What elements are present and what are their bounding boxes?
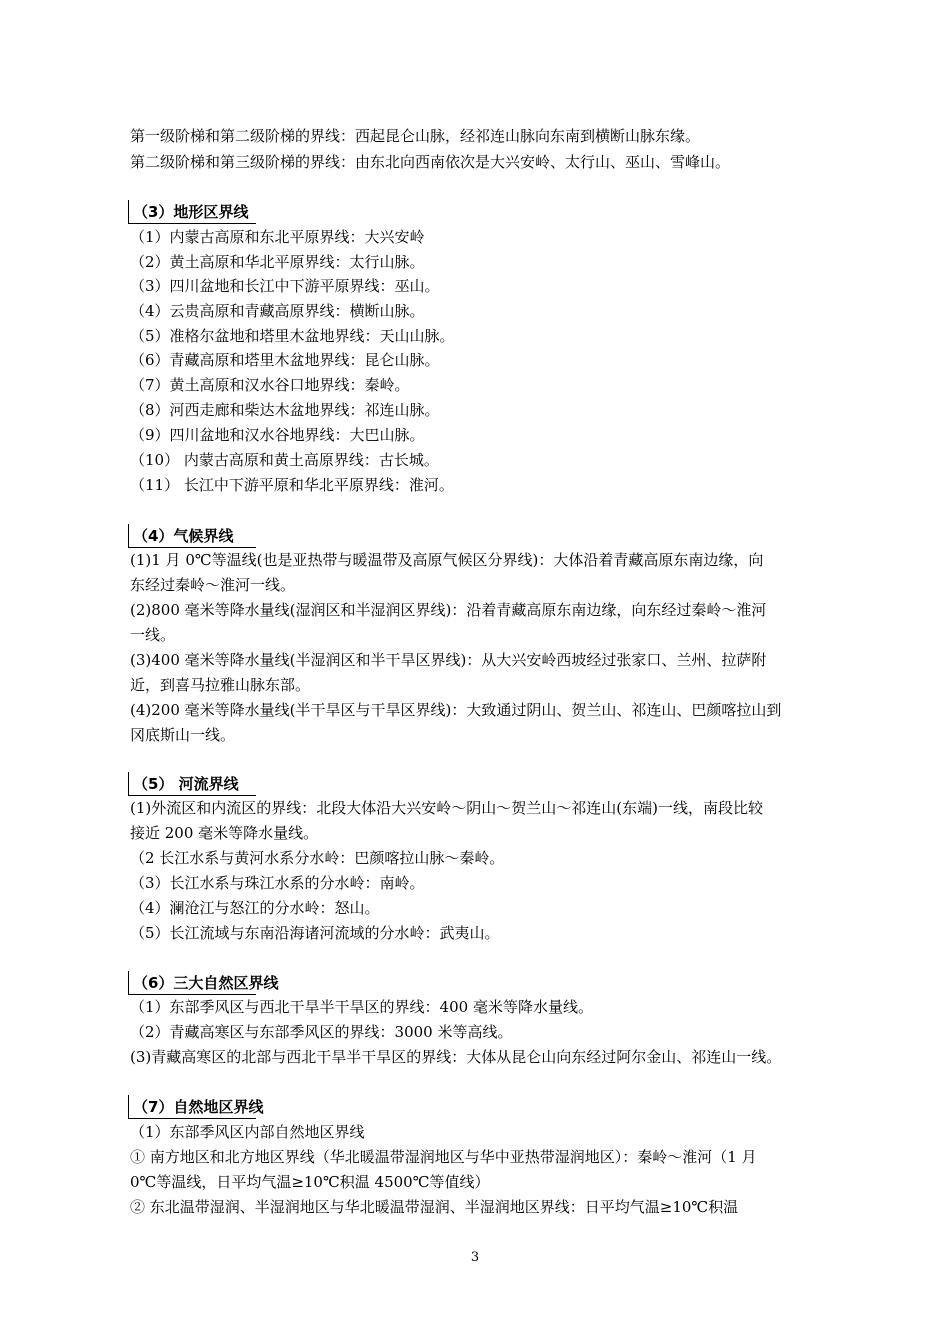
intro-line-2: 第二级阶梯和第三级阶梯的界线：由东北向西南依次是大兴安岭、太行山、巫山、雪峰山。 [130, 153, 731, 171]
natural-regions-line-3: (3)青藏高寒区的北部与西北干旱半干旱区的界线：大体从昆仑山向东经过阿尔金山、祁连山一线。 [130, 1048, 782, 1066]
section-heading-river: （5） 河流界线 [128, 772, 256, 796]
river-line-2: 接近 200 毫米等降水量线。 [130, 824, 319, 842]
river-line-4: （3）长江水系与珠江水系的分水岭：南岭。 [130, 874, 425, 892]
climate-line-6: 近，到喜马拉雅山脉东部。 [130, 676, 311, 694]
climate-line-7: (4)200 毫米等降水量线(半干旱区与干旱区界线)：大致通过阴山、贺兰山、祁连山、巴颜喀拉山到 [130, 701, 782, 719]
climate-line-3: (2)800 毫米等降水量线(湿润区和半湿润区界线)：沿着青藏高原东南边缘，向东经过秦岭～淮河 [130, 601, 767, 619]
climate-line-4: 一线。 [130, 626, 176, 644]
landform-line-9: （9）四川盆地和汉水谷地界线：大巴山脉。 [130, 426, 425, 444]
natural-areas-line-1: （1）东部季风区内部自然地区界线 [130, 1123, 365, 1141]
landform-line-4: （4）云贵高原和青藏高原界线：横断山脉。 [130, 302, 425, 320]
section-heading-natural-areas: （7）自然地区界线 [128, 1095, 256, 1119]
landform-line-7: （7）黄土高原和汉水谷口地界线：秦岭。 [130, 376, 410, 394]
climate-line-8: 冈底斯山一线。 [130, 726, 236, 744]
landform-line-11: （11） 长江中下游平原和华北平原界线：淮河。 [130, 476, 454, 494]
section-heading-natural-regions: （6）三大自然区界线 [128, 971, 256, 995]
natural-areas-line-3: 0℃等温线，日平均气温≥10℃积温 4500℃等值线） [130, 1173, 490, 1191]
natural-regions-line-2: （2）青藏高寒区与东部季风区的界线：3000 米等高线。 [130, 1023, 513, 1041]
landform-line-5: （5）准格尔盆地和塔里木盆地界线：天山山脉。 [130, 327, 455, 345]
climate-line-2: 东经过秦岭～淮河一线。 [130, 576, 296, 594]
river-line-3: （2 长江水系与黄河水系分水岭：巴颜喀拉山脉～秦岭。 [130, 849, 505, 867]
river-line-1: (1)外流区和内流区的界线：北段大体沿大兴安岭～阴山～贺兰山～祁连山(东端)一线，南段比较 [130, 799, 763, 817]
climate-line-5: (3)400 毫米等降水量线(半湿润区和半干旱区界线)：从大兴安岭西坡经过张家口、兰州、拉萨附 [130, 651, 767, 669]
landform-line-2: （2）黄土高原和华北平原界线：太行山脉。 [130, 253, 425, 271]
landform-line-10: （10） 内蒙古高原和黄土高原界线：古长城。 [130, 451, 439, 469]
section-heading-climate: （4）气候界线 [128, 524, 256, 548]
landform-line-6: （6）青藏高原和塔里木盆地界线：昆仑山脉。 [130, 351, 440, 369]
intro-line-1: 第一级阶梯和第二级阶梯的界线：西起昆仑山脉，经祁连山脉向东南到横断山脉东缘。 [130, 127, 701, 145]
climate-line-1: (1)1 月 0℃等温线(也是亚热带与暖温带及高原气候区分界线)：大体沿着青藏高原东南边缘，向 [130, 551, 764, 569]
river-line-6: （5）长江流域与东南沿海诸河流域的分水岭：武夷山。 [130, 924, 500, 942]
page-number: 3 [470, 1250, 480, 1265]
river-line-5: （4）澜沧江与怒江的分水岭：怒山。 [130, 899, 380, 917]
landform-line-1: （1）内蒙古高原和东北平原界线：大兴安岭 [130, 228, 425, 246]
natural-areas-line-4: ② 东北温带湿润、半湿润地区与华北暖温带湿润、半湿润地区界线：日平均气温≥10℃积温 [130, 1198, 739, 1216]
natural-regions-line-1: （1）东部季风区与西北干旱半干旱区的界线：400 毫米等降水量线。 [130, 998, 593, 1016]
section-heading-landform: （3）地形区界线 [128, 200, 256, 224]
natural-areas-line-2: ① 南方地区和北方地区界线（华北暖温带湿润地区与华中亚热带湿润地区）：秦岭～淮河（1 月 [130, 1148, 757, 1166]
landform-line-3: （3）四川盆地和长江中下游平原界线：巫山。 [130, 277, 440, 295]
landform-line-8: （8）河西走廊和柴达木盆地界线：祁连山脉。 [130, 401, 440, 419]
